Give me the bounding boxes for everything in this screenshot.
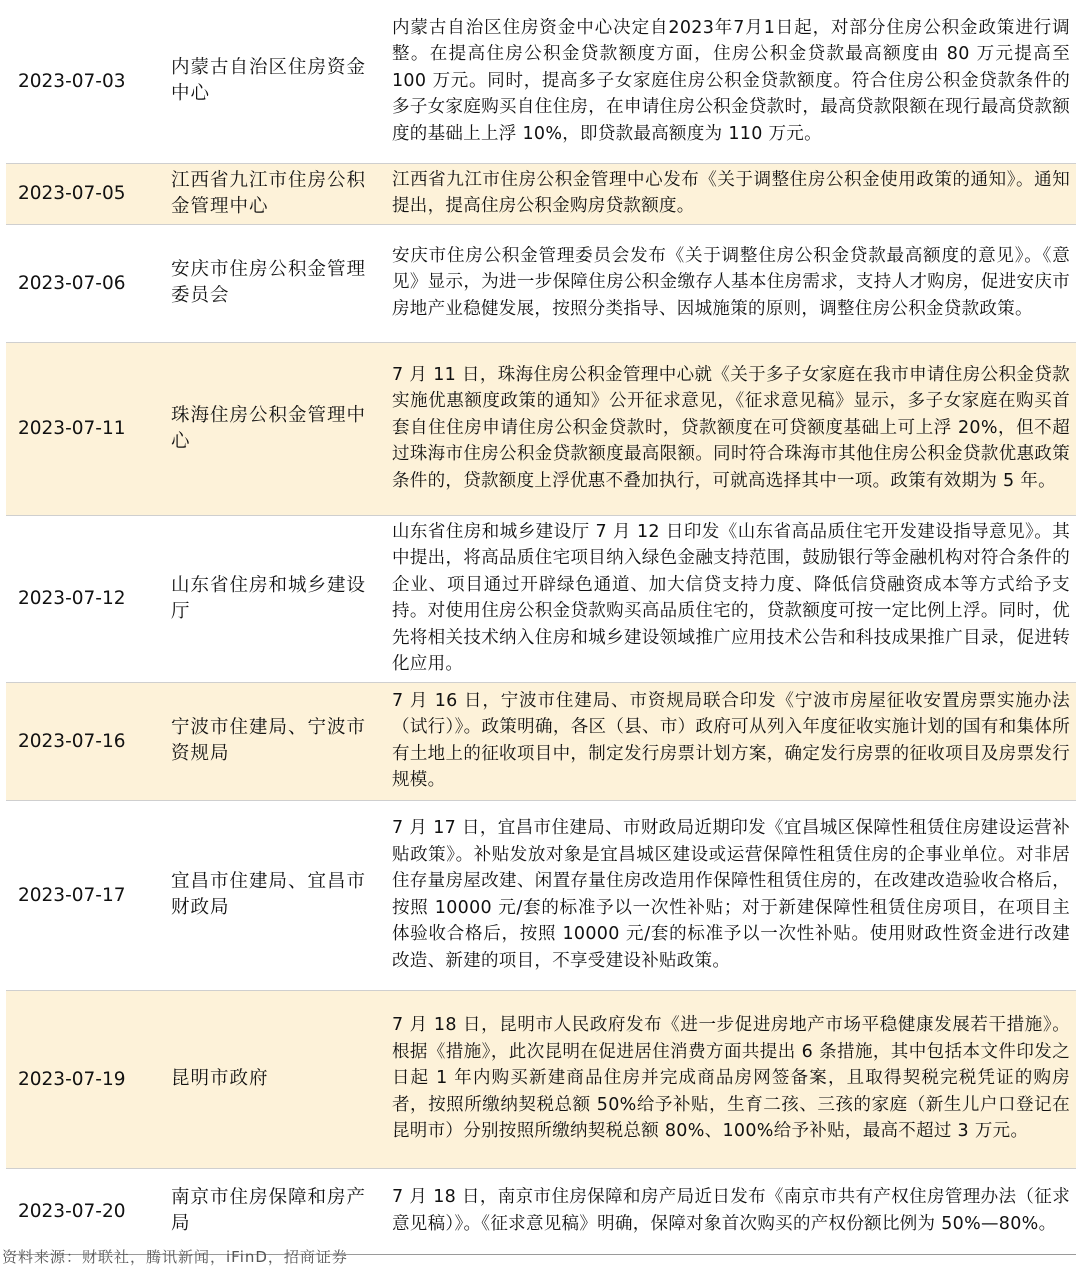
date-cell: 2023-07-06 — [6, 224, 161, 342]
content-cell: 7 月 18 日，昆明市人民政府发布《进一步促进房地产市场平稳健康发展若干措施》。根据《措施》，此次昆明在促进居住消费方面共提出 6 条措施，其中包括本文件印发之日起 1 年内购买新建商品住房并完成商品房网签备案，且取得契税完税凭证的购房者，按照所缴纳契税总额 50%给予补贴，生育二孩、三孩的家庭（新生儿户口登记在昆明市）分别按照所缴纳契税总额 80%、100%给予补贴，最高不超过 3 万元。 — [384, 990, 1076, 1168]
policy-table — [6, 0, 1076, 1255]
date-cell: 2023-07-16 — [6, 682, 161, 800]
content-cell: 7 月 16 日，宁波市住建局、市资规局联合印发《宁波市房屋征收安置房票实施办法（试行）》。政策明确，各区（县、市）政府可从列入年度征收实施计划的国有和集体所有土地上的征收项目中，制定发行房票计划方案，确定发行房票的征收项目及房票发行规模。 — [384, 682, 1076, 800]
source-note: 资料来源：财联社，腾讯新闻，iFinD，招商证券 — [2, 1248, 348, 1266]
agency-cell: 内蒙古自治区住房资金中心 — [161, 0, 384, 163]
content-cell: 7 月 17 日，宜昌市住建局、市财政局近期印发《宜昌城区保障性租赁住房建设运营补贴政策》。补贴发放对象是宜昌城区建设或运营保障性租赁住房的企事业单位。对非居住存量房屋改建、闲置存量住房改造用作保障性租赁住房的，在改建改造验收合格后，按照 10000 元/套的标准予以一次性补贴；对于新建保障性租赁住房项目，在项目主体验收合格后，按照 10000 元/套的标准予以一次性补贴。使用财政性资金进行改建改造、新建的项目，不享受建设补贴政策。 — [384, 800, 1076, 990]
table-row — [6, 990, 1076, 1168]
date-cell: 2023-07-11 — [6, 342, 161, 515]
agency-cell: 安庆市住房公积金管理委员会 — [161, 224, 384, 342]
agency-cell: 昆明市政府 — [161, 990, 384, 1168]
table-row — [6, 163, 1076, 224]
agency-cell: 江西省九江市住房公积金管理中心 — [161, 163, 384, 224]
content-cell: 江西省九江市住房公积金管理中心发布《关于调整住房公积金使用政策的通知》。通知提出，提高住房公积金购房贷款额度。 — [384, 163, 1076, 224]
table-row — [6, 342, 1076, 515]
agency-cell: 宁波市住建局、宁波市资规局 — [161, 682, 384, 800]
content-cell: 7 月 18 日，南京市住房保障和房产局近日发布《南京市共有产权住房管理办法（征求意见稿）》。《征求意见稿》明确，保障对象首次购买的产权份额比例为 50%—80%。 — [384, 1168, 1076, 1254]
agency-cell: 山东省住房和城乡建设厅 — [161, 515, 384, 682]
policy-table-body — [6, 0, 1076, 1254]
date-cell: 2023-07-12 — [6, 515, 161, 682]
agency-cell: 宜昌市住建局、宜昌市财政局 — [161, 800, 384, 990]
content-cell: 7 月 11 日，珠海住房公积金管理中心就《关于多子女家庭在我市申请住房公积金贷款实施优惠额度政策的通知》公开征求意见，《征求意见稿》显示，多子女家庭在购买首套自住住房申请住房公积金贷款时，贷款额度在可贷额度基础上可上浮 20%，但不超过珠海市住房公积金贷款额度最高限额。同时符合珠海市其他住房公积金贷款优惠政策条件的，贷款额度上浮优惠不叠加执行，可就高选择其中一项。政策有效期为 5 年。 — [384, 342, 1076, 515]
content-cell: 安庆市住房公积金管理委员会发布《关于调整住房公积金贷款最高额度的意见》。《意见》显示，为进一步保障住房公积金缴存人基本住房需求，支持人才购房，促进安庆市房地产业稳健发展，按照分类指导、因城施策的原则，调整住房公积金贷款政策。 — [384, 224, 1076, 342]
table-row — [6, 515, 1076, 682]
table-row — [6, 1168, 1076, 1254]
agency-cell: 珠海住房公积金管理中心 — [161, 342, 384, 515]
table-row — [6, 224, 1076, 342]
table-row — [6, 0, 1076, 163]
content-cell: 内蒙古自治区住房资金中心决定自2023年7月1日起，对部分住房公积金政策进行调整。在提高住房公积金贷款额度方面，住房公积金贷款最高额度由 80 万元提高至 100 万元。同时，提高多子女家庭住房公积金贷款额度。符合住房公积金贷款条件的多子女家庭购买自住住房，在申请住房公积金贷款时，最高贷款限额在现行最高贷款额度的基础上上浮 10%，即贷款最高额度为 110 万元。 — [384, 0, 1076, 163]
table-row — [6, 682, 1076, 800]
date-cell: 2023-07-20 — [6, 1168, 161, 1254]
content-cell: 山东省住房和城乡建设厅 7 月 12 日印发《山东省高品质住宅开发建设指导意见》。其中提出，将高品质住宅项目纳入绿色金融支持范围，鼓励银行等金融机构对符合条件的企业、项目通过开辟绿色通道、加大信贷支持力度、降低信贷融资成本等方式给予支持。对使用住房公积金贷款购买高品质住宅的，贷款额度可按一定比例上浮。同时，优先将相关技术纳入住房和城乡建设领域推广应用技术公告和科技成果推广目录，促进转化应用。 — [384, 515, 1076, 682]
date-cell: 2023-07-05 — [6, 163, 161, 224]
date-cell: 2023-07-19 — [6, 990, 161, 1168]
date-cell: 2023-07-03 — [6, 0, 161, 163]
agency-cell: 南京市住房保障和房产局 — [161, 1168, 384, 1254]
table-row — [6, 800, 1076, 990]
date-cell: 2023-07-17 — [6, 800, 161, 990]
